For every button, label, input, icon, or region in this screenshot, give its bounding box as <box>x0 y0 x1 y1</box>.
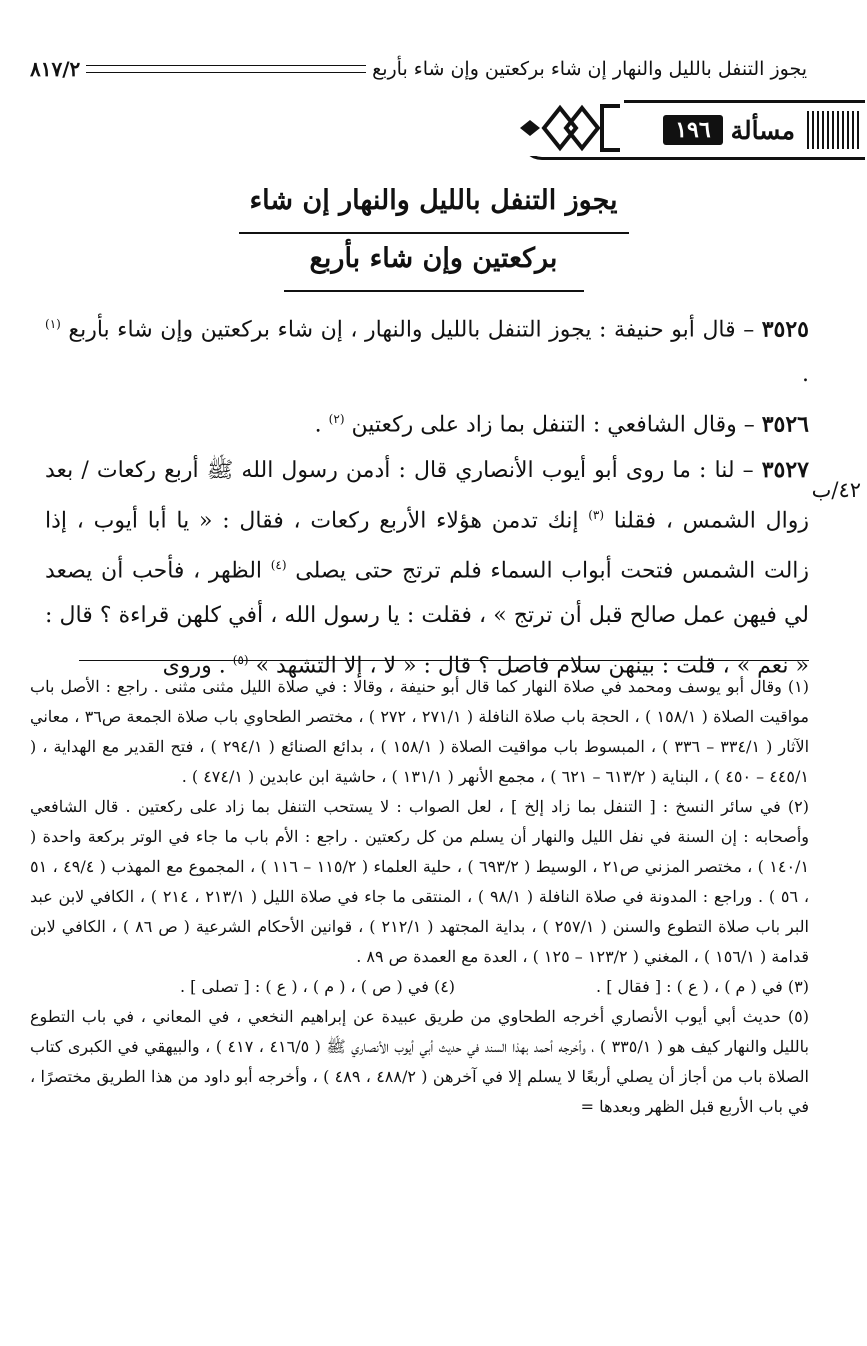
page-number: ٨١٧/٢ <box>30 57 81 81</box>
issue-heading <box>0 176 867 292</box>
footnote-1: (١) وقال أبو يوسف ومحمد في صلاة النهار كما قال أبو حنيفة ، وقالا : في صلاة الليل مثنى مثنى . راجع : الأصل باب مواقيت الصلاة ( ١٥٨/١ ) ، الحجة باب صلاة النافلة ( ٢٧١/١ ، ٢٧٢ ) ، مختصر الطحاوي باب صلاة الجمعة ص٣٦ ، معاني الآثار ( ٣٣٤/١ – ٣٣٦ ) ، المبسوط باب مواقيت الصلاة ( ١٥٨/١ ) ، بدائع الصنائع ( ٢٩٤/١ ) ، فتح القدير مع الهداية ، ( ٤٤٥/١ – ٤٥٠ ) ، البناية ( ٦١٣/٢ – ٦٢١ ) ، مجمع الأنهر ( ١٣١/١ ) ، حاشية ابن عابدين ( ٤٧٤/١ ) . <box>30 677 810 786</box>
footnote-ref: (٢) <box>328 412 345 427</box>
heading-line-1: يجوز التنفل بالليل والنهار إن شاء <box>249 185 618 216</box>
footnote-ref: (٥) <box>232 653 249 668</box>
footnote-ref: (٣) <box>588 507 605 522</box>
footnote-ref: (٤) <box>270 557 287 572</box>
footnote-ref: (١) <box>45 317 61 331</box>
banner-bars-ornament <box>807 111 859 149</box>
heading-underline-2 <box>284 290 584 292</box>
running-title: يجوز التنفل بالليل والنهار إن شاء بركعتين وإن شاء بأربع <box>372 58 807 80</box>
footnote-separator <box>79 660 809 661</box>
paragraph-number: ٣٥٢٧ <box>761 456 809 483</box>
paragraph-text: – لنا : ما روى أبو أيوب الأنصاري قال : أدمن رسول الله ﷺ أربع ركعات / بعد زوال الشمس ، فقلنا <box>45 457 809 533</box>
manuscript-folio-note: ٤٢/ب <box>811 478 861 502</box>
footnotes <box>30 672 809 1122</box>
footnote-4: (٤) في ( ص ) ، ( م ) ، ( ع ) : [ تصلى ] . <box>180 977 456 996</box>
footnote-5: (٥) حديث أبي أيوب الأنصاري أخرجه الطحاوي من طريق عبيدة عن إبراهيم النخعي ، في المعاني ، في باب التطوع بالليل والنهار كيف هو ( ٣٣٥/١ ) ، وأخرجه أحمد بهذا السند في حديث أبي أيوب الأنصاري ﷺ ( ٤١٦/٥ ، ٤١٧ ) ، والبيهقي في الكبرى كتاب الصلاة باب من أجاز أن يصلي أربعًا لا يسلم إلا في آخرهن ( ٤٨٨/٢ ، ٤٨٩ ) ، وأخرجه أبو داود من هذا الطريق مختصرًا ، في باب الأربع قبل الظهر وبعدها = <box>30 1007 810 1116</box>
paragraph-3526 <box>45 397 809 447</box>
running-header <box>30 52 807 86</box>
issue-label: مسألة <box>730 115 795 145</box>
paragraph-text: إنك تدمن هؤلاء الأربع ركعات ، فقال : « يا أبا أيوب ، إذا زالت الشمس فتحت أبواب السماء فلم ترتج حتى يصلى <box>45 507 810 584</box>
paragraph-text: الظهر ، فأحب أن يصعد لي فيهن عمل صالح قبل أن ترتج » ، فقلت : يا رسول الله ، أفي كلهن قراءة ؟ قال : « نعم » ، قلت : بينهن سلام فاصل ؟ قال : « لا ، إلا التشهد » <box>45 558 809 679</box>
main-text <box>45 302 809 689</box>
paragraph-tail: . <box>802 362 809 388</box>
paragraph-text: – وقال الشافعي : التنفل بما زاد على ركعتين <box>344 412 762 438</box>
paragraph-tail: . وروى <box>162 653 233 679</box>
banner-knot-ornament <box>516 100 624 156</box>
header-rule <box>86 65 366 73</box>
heading-line-2: بركعتين وإن شاء بأربع <box>309 243 558 274</box>
footnote-3: (٣) في ( م ) ، ( ع ) : [ فقال ] . <box>596 977 809 996</box>
paragraph-number: ٣٥٢٦ <box>761 411 809 438</box>
issue-number-badge: ١٩٦ <box>663 115 722 145</box>
paragraph-3527 <box>45 448 809 689</box>
footnotes-3-4-row <box>30 972 809 1002</box>
footnote-2: (٢) في سائر النسخ : [ التنفل بما زاد إلخ ] ، لعل الصواب : لا يستحب التنفل بما زاد على ركعتين . قال الشافعي وأصحابه : إن السنة في نفل الليل والنهار أن يسلم من كل ركعتين . راجع : الأم باب ما جاء في الوتر بركعة واحدة ( ١٤٠/١ ) ، مختصر المزني ص٢١ ، الوسيط ( ٦٩٣/٢ ) ، حلية العلماء ( ١١٥/٢ – ١١٦ ) ، المجموع مع المهذب ( ٤٩/٤ ، ٥١ ، ٥٦ ) . وراجع : المدونة في صلاة النافلة ( ٩٨/١ ) ، المنتقى ما جاء في صلاة الليل ( ٢١٣/١ ، ٢١٤ ) ، الكافي لابن عبد البر باب صلاة التطوع والسنن ( ٢٥٧/١ ) ، بداية المجتهد ( ٢١٢/١ ) ، قوانين الأحكام الشرعية ( ص ٨٦ ) ، الكافي لابن قدامة ( ١٥٦/١ ) ، المغني ( ١٢٣/٢ – ١٢٥ ) ، العدة مع العمدة ص ٨٩ . <box>30 797 810 966</box>
paragraph-tail: . <box>314 412 329 438</box>
paragraph-text: – قال أبو حنيفة : يجوز التنفل بالليل والنهار ، إن شاء بركعتين وإن شاء بأربع <box>60 317 762 343</box>
paragraph-3525 <box>45 302 809 397</box>
paragraph-number: ٣٥٢٥ <box>761 316 809 343</box>
